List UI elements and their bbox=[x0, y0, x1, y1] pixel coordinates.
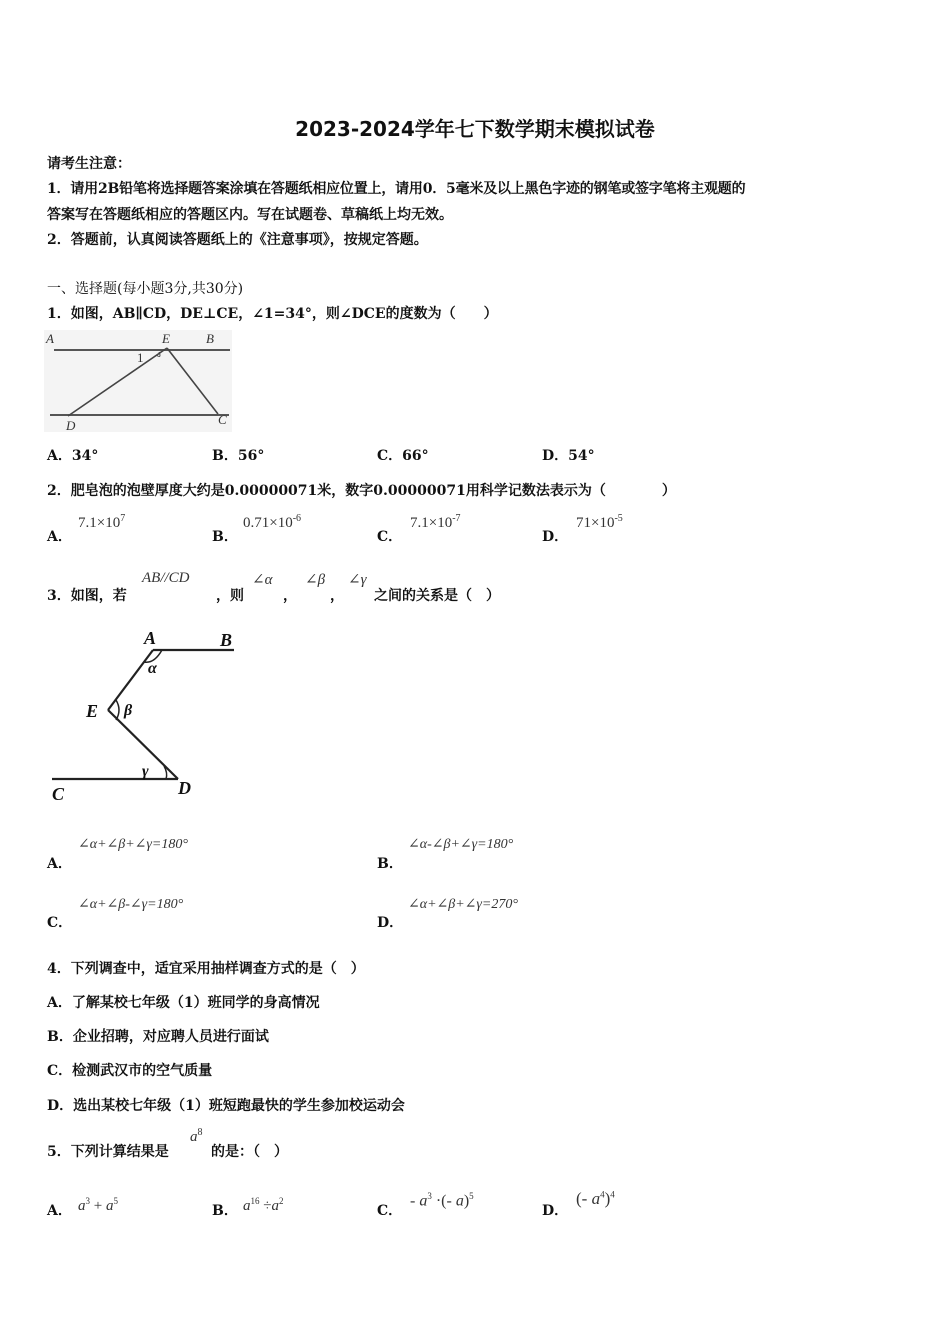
q2-option-a-letter[interactable]: A． bbox=[47, 529, 72, 545]
q1-option-c[interactable] bbox=[377, 445, 429, 465]
notice-line-1b: 答案写在答题纸相应的答题区内。写在试题卷、草稿纸上均无效。 bbox=[47, 207, 453, 223]
q3-figure bbox=[48, 626, 248, 806]
q1-option-d[interactable] bbox=[542, 445, 595, 465]
q5-prefix: 5．下列计算结果是 bbox=[47, 1144, 169, 1160]
segment-ae bbox=[108, 650, 153, 710]
q3-comma-1: ， bbox=[283, 588, 297, 604]
option-text: 34° bbox=[71, 448, 99, 464]
q1-option-b[interactable] bbox=[212, 445, 264, 465]
q2-option-d-letter[interactable]: D． bbox=[542, 529, 569, 545]
q3-option-d-expr: ∠α+∠β+∠γ=270° bbox=[408, 897, 518, 912]
option-letter: A． bbox=[47, 448, 72, 464]
q3-option-b-expr: ∠α-∠β+∠γ=180° bbox=[408, 837, 514, 852]
q2-stem: 2．肥皂泡的泡壁厚度大约是0.00000071米，数字0.00000071用科学记数法表示为（ ） bbox=[47, 483, 676, 499]
label-a: A bbox=[144, 628, 157, 648]
label-c: C bbox=[52, 784, 65, 804]
notice-heading: 请考生注意： bbox=[47, 156, 131, 172]
q2-option-c-letter[interactable]: C． bbox=[377, 529, 403, 545]
option-letter: C． bbox=[377, 448, 403, 464]
q2-option-d-value: $71\times 10^{-5}$ bbox=[576, 513, 623, 531]
q4-stem: 4．下列调查中，适宜采用抽样调查方式的是（ ） bbox=[47, 961, 365, 977]
label-c: C bbox=[218, 412, 227, 427]
q3-option-a-letter[interactable]: A． bbox=[47, 856, 72, 872]
q1-figure bbox=[44, 330, 234, 434]
q5-option-b-letter[interactable]: B． bbox=[212, 1203, 238, 1219]
q3-alpha: ∠α bbox=[252, 572, 273, 588]
q3-condition: AB//CD bbox=[142, 570, 190, 586]
q3-option-b-letter[interactable]: B． bbox=[377, 856, 403, 872]
option-letter: D． bbox=[542, 448, 569, 464]
page-title: 2023-2024学年七下数学期末模拟试卷 bbox=[295, 117, 655, 141]
q1-stem: 1．如图，AB∥CD，DE⊥CE，∠1=34°，则∠DCE的度数为（ ） bbox=[47, 306, 498, 322]
q3-option-c-expr: ∠α+∠β-∠γ=180° bbox=[78, 897, 184, 912]
q3-option-c-letter[interactable]: C． bbox=[47, 915, 73, 931]
label-b: B bbox=[220, 630, 233, 650]
q5-option-c-expr: - $a^3$ ·(- a)$^5$ bbox=[410, 1191, 474, 1210]
q3-suffix: 之间的关系是（ ） bbox=[374, 588, 500, 604]
section-heading: 一、选择题(每小题3分,共30分) bbox=[47, 281, 244, 297]
q2-option-c-value: $7.1\times 10^{-7}$ bbox=[410, 513, 461, 531]
q5-option-b-expr: $a^{16} \div a^2$ bbox=[243, 1196, 284, 1214]
option-text: 66° bbox=[402, 448, 429, 464]
q4-option-c[interactable]: C．检测武汉市的空气质量 bbox=[47, 1063, 213, 1079]
label-beta: β bbox=[124, 702, 133, 719]
q5-option-a-letter[interactable]: A． bbox=[47, 1203, 72, 1219]
q3-prefix: 3．如图，若 bbox=[47, 588, 127, 604]
label-angle-1: 1 bbox=[137, 350, 144, 365]
label-d: D bbox=[178, 778, 191, 798]
figure-background bbox=[44, 330, 232, 432]
q5-option-a-expr: $a^3 + a^5$ bbox=[78, 1196, 118, 1214]
q3-beta: ∠β bbox=[305, 572, 326, 588]
q3-comma-2: ， bbox=[330, 588, 344, 604]
label-alpha: α bbox=[148, 660, 157, 677]
q3-then: ，则 bbox=[216, 588, 244, 604]
q5-option-d-expr: (- $a^4)^4$ bbox=[576, 1189, 615, 1208]
q3-option-d-letter[interactable]: D． bbox=[377, 915, 404, 931]
option-letter: B． bbox=[212, 448, 238, 464]
q3-option-a-expr: ∠α+∠β+∠γ=180° bbox=[78, 837, 188, 852]
label-e: E bbox=[86, 701, 99, 721]
q1-option-a[interactable] bbox=[47, 445, 98, 465]
label-e: E bbox=[162, 331, 170, 346]
q5-option-c-letter[interactable]: C． bbox=[377, 1203, 403, 1219]
label-b: B bbox=[206, 331, 214, 346]
q2-option-a-value: $7.1\times 10^7$ bbox=[78, 513, 126, 531]
label-d: D bbox=[66, 418, 76, 433]
q4-option-a[interactable]: A．了解某校七年级（1）班同学的身高情况 bbox=[47, 995, 320, 1011]
q3-gamma: ∠γ bbox=[348, 572, 367, 588]
label-a: A bbox=[46, 331, 54, 346]
q5-option-d-letter[interactable]: D． bbox=[542, 1203, 569, 1219]
q2-option-b-value: $0.71\times 10^{-6}$ bbox=[243, 513, 302, 531]
q5-target-expr: $a^8$ bbox=[190, 1127, 203, 1145]
q4-option-d[interactable]: D．选出某校七年级（1）班短跑最快的学生参加校运动会 bbox=[47, 1098, 405, 1114]
label-gamma: γ bbox=[142, 763, 149, 780]
option-text: 56° bbox=[237, 448, 265, 464]
option-text: 54° bbox=[568, 448, 595, 464]
q5-suffix: 的是：（ ） bbox=[211, 1144, 288, 1160]
notice-line-2: 2．答题前，认真阅读答题纸上的《注意事项》，按规定答题。 bbox=[47, 232, 428, 248]
q4-option-b[interactable]: B．企业招聘，对应聘人员进行面试 bbox=[47, 1029, 269, 1045]
notice-line-1: 1．请用2B铅笔将选择题答案涂填在答题纸相应位置上，请用0．5毫米及以上黑色字迹的钢笔或签字笔将主观题的 bbox=[47, 181, 746, 197]
q2-option-b-letter[interactable]: B． bbox=[212, 529, 238, 545]
